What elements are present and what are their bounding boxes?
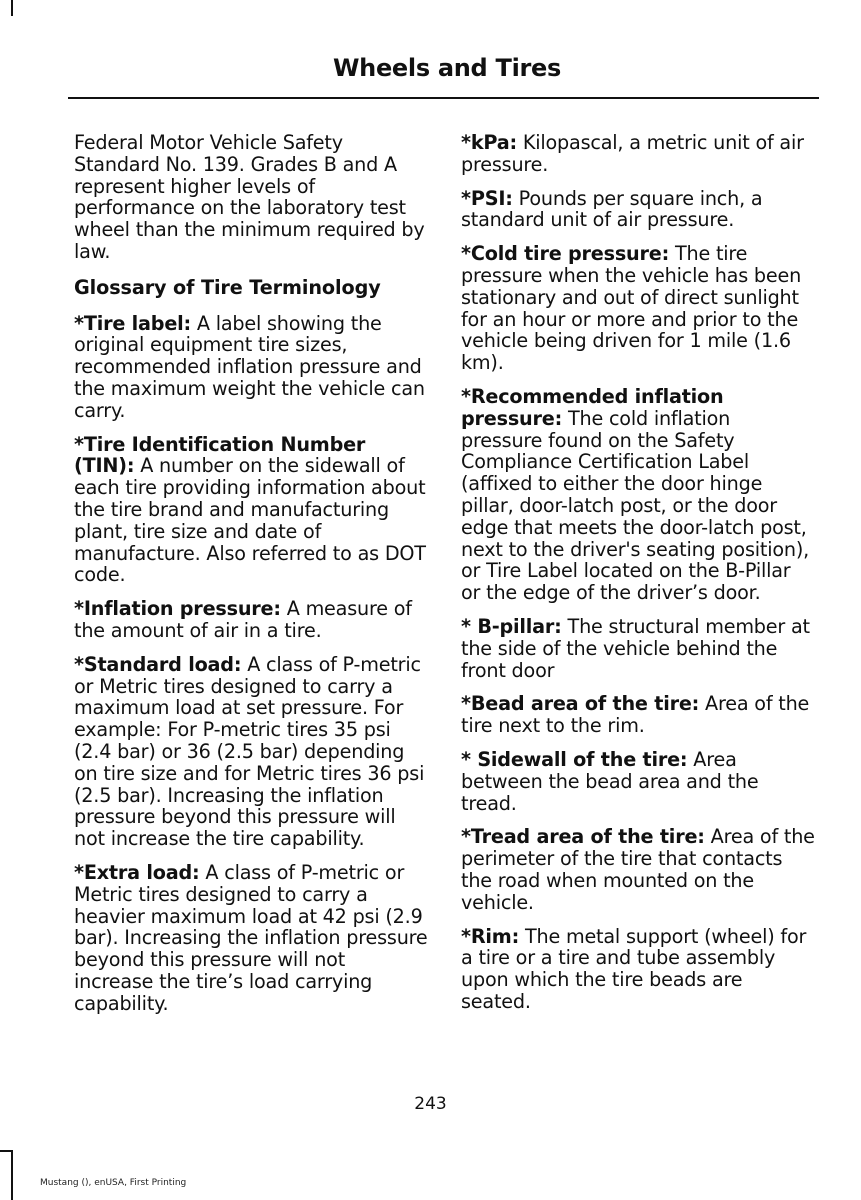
glossary-entry-b-pillar bbox=[461, 616, 815, 681]
definition: A class of P-metric or Metric tires designed to carry a heavier maximum load at 42 psi (2.9 bar). Increasing the inflation pressure beyond this pressure will not increase the tire’s load carrying capability. bbox=[74, 860, 428, 1015]
glossary-entry-standard-load bbox=[74, 654, 428, 850]
term: *Tire label: bbox=[74, 311, 191, 335]
definition: The structural member at the side of the vehicle behind the front door bbox=[461, 614, 810, 682]
glossary-entry-tin bbox=[74, 434, 428, 587]
definition: The tire pressure when the vehicle has been stationary and out of direct sunlight for an hour or more and prior to the vehicle being driven for 1 mile (1.6 km). bbox=[461, 242, 802, 375]
term: *Rim: bbox=[461, 924, 520, 948]
crop-mark-bottom-horizontal bbox=[0, 1150, 13, 1152]
glossary-heading: Glossary of Tire Terminology bbox=[74, 275, 381, 299]
term: *Standard load: bbox=[74, 652, 242, 676]
term: *PSI: bbox=[461, 186, 513, 210]
right-column bbox=[461, 132, 815, 1025]
term: *Tread area of the tire: bbox=[461, 825, 705, 849]
glossary-entry-sidewall bbox=[461, 749, 815, 814]
definition: Area of the tire next to the rim. bbox=[461, 692, 810, 738]
page-title: Wheels and Tires bbox=[333, 54, 561, 82]
glossary-entry-rim bbox=[461, 926, 815, 1013]
term: *Inflation pressure: bbox=[74, 597, 281, 621]
footer-text: Mustang (), enUSA, First Printing bbox=[40, 1178, 187, 1188]
header-rule bbox=[68, 97, 819, 99]
definition: Area of the perimeter of the tire that contacts the road when mounted on the vehicle. bbox=[461, 825, 815, 914]
term: *Recommended inflation pressure: bbox=[461, 384, 724, 430]
term: *Bead area of the tire: bbox=[461, 692, 700, 716]
glossary-entry-tire-label bbox=[74, 313, 428, 422]
page-number: 243 bbox=[414, 1094, 447, 1114]
glossary-entry-recommended-inflation-pressure bbox=[461, 386, 815, 604]
glossary-entry-tread-area bbox=[461, 826, 815, 913]
definition: Pounds per square inch, a standard unit of air pressure. bbox=[461, 186, 763, 232]
glossary-entry-inflation-pressure bbox=[74, 598, 428, 642]
glossary-entry-extra-load bbox=[74, 862, 428, 1015]
definition: A measure of the amount of air in a tire. bbox=[74, 597, 412, 642]
term: *kPa: bbox=[461, 131, 517, 154]
glossary-entry-psi bbox=[461, 188, 815, 232]
crop-mark-top-vertical bbox=[11, 0, 13, 16]
glossary-entry-bead-area bbox=[461, 693, 815, 737]
intro-paragraph: Federal Motor Vehicle Safety Standard No. 139. Grades B and A represent higher levels of performance on the laboratory test wheel than the minimum required by law. bbox=[74, 131, 425, 263]
glossary-entry-kpa bbox=[461, 132, 815, 176]
definition: A number on the sidewall of each tire providing information about the tire brand and manufacturing plant, tire size and date of manufacture. Also referred to as DOT code. bbox=[74, 454, 426, 587]
term: * B-pillar: bbox=[461, 614, 562, 638]
term: *Tire Identification Number (TIN): bbox=[74, 432, 366, 478]
left-column bbox=[74, 132, 428, 1026]
glossary-entry-cold-tire-pressure bbox=[461, 243, 815, 374]
term: *Extra load: bbox=[74, 860, 200, 884]
crop-mark-bottom-vertical bbox=[11, 1150, 13, 1200]
term: *Cold tire pressure: bbox=[461, 242, 670, 266]
term: * Sidewall of the tire: bbox=[461, 747, 688, 771]
definition: The metal support (wheel) for a tire or a tire and tube assembly upon which the tire beads are seated. bbox=[461, 924, 807, 1013]
definition: A label showing the original equipment tire sizes, recommended inflation pressure and the maximum weight the vehicle can carry. bbox=[74, 311, 425, 422]
definition: A class of P-metric or Metric tires designed to carry a maximum load at set pressure. For example: For P-metric tires 35 psi (2.4 bar) or 36 (2.5 bar) depending on tire size and for Metric tires 36 psi (2.5 bar). Increasing the inflation pressure beyond this pressure will not increase the tire capability. bbox=[74, 652, 425, 851]
definition: The cold inflation pressure found on the Safety Compliance Certification Label (affixed to either the door hinge pillar, door-latch post, or the door edge that meets the door-latch post, next to the driver's seating position), or Tire Label located on the B-Pillar or the edge of the driver’s door. bbox=[461, 406, 810, 605]
definition: Area between the bead area and the tread. bbox=[461, 747, 759, 815]
definition: Kilopascal, a metric unit of air pressure. bbox=[461, 131, 804, 176]
